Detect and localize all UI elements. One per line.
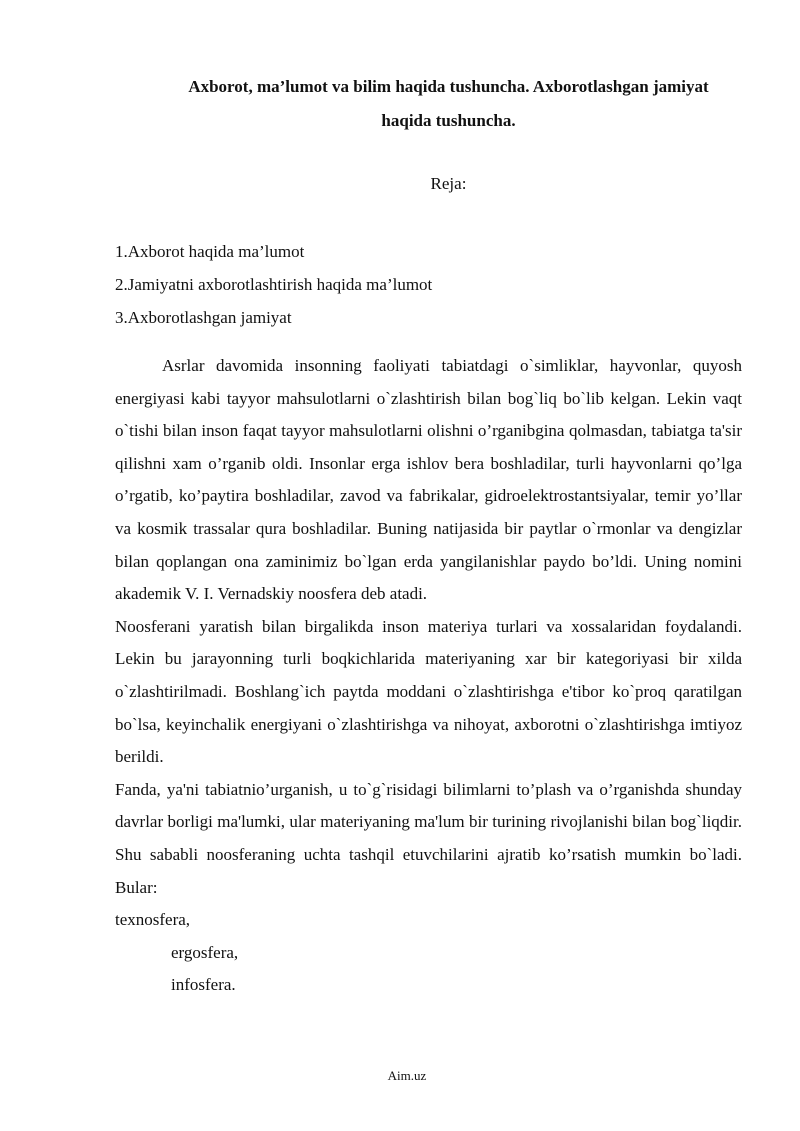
sphere-item: ergosfera, — [171, 942, 239, 962]
plan-item: 1.Axborot haqida ma’lumot — [115, 242, 305, 261]
sphere-item: infosfera. — [171, 975, 236, 995]
paragraph-1: Asrlar davomida insonning faoliyati tabiatdagi o`simliklar, hayvonlar, quyosh energiyasi kabi tayyor mahsulotlarni o`zlashtirish bilan bog`liq bo`lib kelgan. Lekin vaqt o`tishi bilan inson faqat tayyor mahsulotlarni olishni o’rganibgina qolmasdan, tabiatga ta'sir qilishni xam o’rganib oldi. Insonlar erga ishlov bera boshladilar, turli hayvonlarni qo’lga o’rgatib, ko’paytira boshladilar, zavod va fabrikalar, gidroelektrostantsiyalar, temir yo’llar va kosmik trassalar qura boshladilar. Buning natijasida bir paytlar o`rmonlar va dengizlar bilan qoplangan ona zaminimiz bo`lgan erda yangilanishlar paydo bo’ldi. Uning nomini akademik V. I. Vernadskiy noosfera deb atadi. — [115, 356, 742, 604]
plan-list — [115, 235, 742, 334]
sphere-item: texnosfera, — [115, 910, 191, 930]
plan-item: 2.Jamiyatni axborotlashtirish haqida ma’lumot — [115, 275, 433, 294]
page-footer: Aim.uz — [387, 1068, 427, 1083]
title-line-2: haqida tushuncha. — [381, 111, 516, 130]
plan-item: 3.Axborotlashgan jamiyat — [115, 308, 292, 327]
title-line-1: Axborot, ma’lumot va bilim haqida tushuncha. Axborotlashgan jamiyat — [188, 77, 709, 96]
document-title — [115, 70, 742, 138]
paragraph-3: Fanda, ya'ni tabiatnio’urganish, u to`g`risidagi bilimlarni to’plash va o’rganishda shunday davrlar borligi ma'lumki, ular materiyaning ma'lum bir turining rivojlanishi bilan bog`liqdir. Shu sababli noosferaning uchta tashqil etuvchilarini ajratib ko’rsatish mumkin bo`ladi. Bular: — [115, 779, 742, 897]
document-page — [115, 70, 742, 1002]
paragraph-2: Noosferani yaratish bilan birgalikda inson materiya turlari va xossalaridan foydalandi. Lekin bu jarayonning turli boqkichlarida materiyaning xar bir kategoriyasi bir xilda o`zlashtirilmadi. Boshlang`ich paytda moddani o`zlashtirishga e'tibor ko`proq qaratilgan bo`lsa, keyinchalik energiyani o`zlashtirishga va nihoyat, axborotni o`zlashtirishga imtiyoz berildi. — [115, 616, 742, 767]
plan-heading: Reja: — [430, 174, 467, 193]
